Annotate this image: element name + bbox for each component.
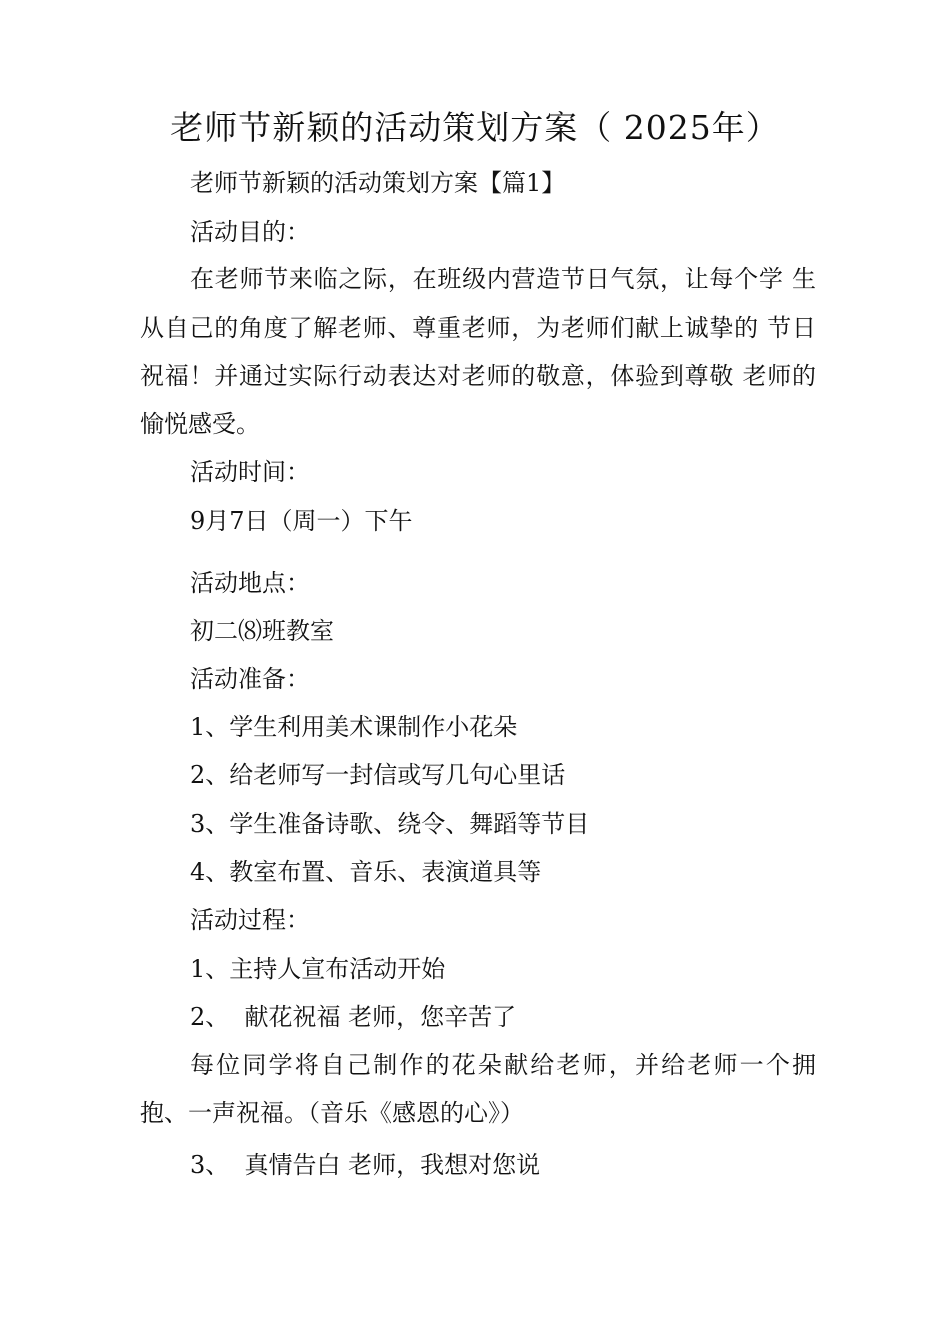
- prep-heading: 活动准备：: [190, 665, 310, 693]
- process-step-2-desc-line-1: 每位同学将自己制作的花朵献给老师，并给老师一个拥: [190, 1051, 816, 1079]
- purpose-line-2: 从自己的角度了解老师、尊重老师，为老师们献上诚挚的 节日: [140, 314, 816, 342]
- purpose-line-1: 在老师节来临之际，在班级内营造节日气氛，让每个学 生: [190, 265, 816, 293]
- place-value: 初二⑻班教室: [190, 617, 334, 645]
- document-subtitle: 老师节新颖的活动策划方案【篇1】: [190, 169, 566, 197]
- prep-item-3: 3、学生准备诗歌、绕令、舞蹈等节目: [190, 810, 590, 838]
- process-heading: 活动过程：: [190, 906, 310, 934]
- time-heading: 活动时间：: [190, 458, 310, 486]
- purpose-line-3: 祝福！并通过实际行动表达对老师的敬意，体验到尊敬 老师的: [140, 362, 816, 390]
- prep-item-1: 1、学生利用美术课制作小花朵: [190, 713, 518, 741]
- process-step-2: 2、 献花祝福 老师，您辛苦了: [190, 1003, 517, 1031]
- prep-item-2: 2、给老师写一封信或写几句心里话: [190, 761, 566, 789]
- purpose-line-4: 愉悦感受。: [140, 410, 260, 438]
- prep-item-4: 4、教室布置、音乐、表演道具等: [190, 858, 542, 886]
- document-title: 老师节新颖的活动策划方案（ 2025年）: [170, 108, 780, 147]
- time-value: 9月7日（周一）下午: [190, 507, 413, 535]
- purpose-heading: 活动目的：: [190, 218, 310, 246]
- place-heading: 活动地点：: [190, 569, 310, 597]
- process-step-1: 1、主持人宣布活动开始: [190, 955, 446, 983]
- process-step-2-desc-line-2: 抱、一声祝福。（音乐《感恩的心》）: [140, 1099, 524, 1127]
- process-step-3: 3、 真情告白 老师，我想对您说: [190, 1151, 541, 1179]
